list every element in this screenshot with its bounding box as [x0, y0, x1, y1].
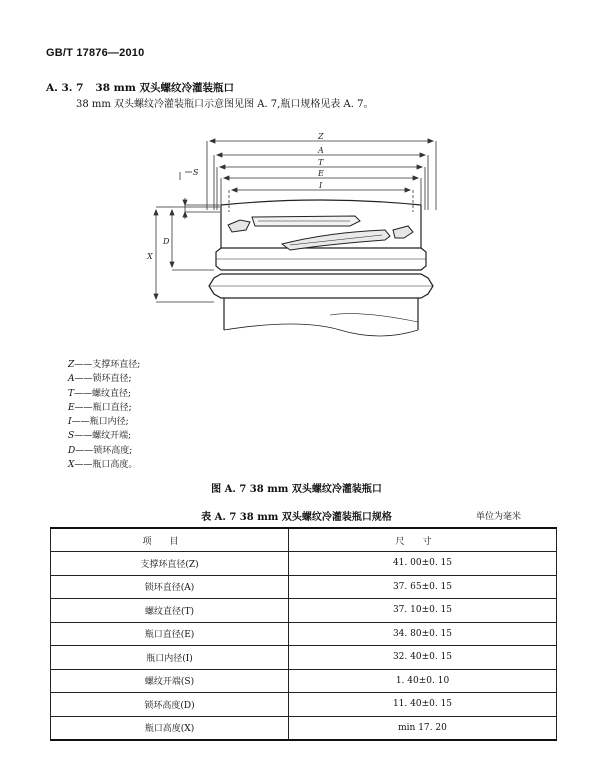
table-row: [51, 646, 557, 670]
label-t: T: [318, 158, 324, 167]
legend-item: S——螺纹开端;: [68, 431, 132, 442]
dimension-d: [170, 207, 220, 270]
header-item: 项目: [51, 528, 289, 552]
table-cell: 1. 40±0. 10: [289, 669, 557, 693]
spec-table: [50, 527, 557, 741]
table-cell: 支撑环直径(Z): [51, 552, 289, 576]
table-caption: 表 A. 7 38 mm 双头螺纹冷灌装瓶口规格: [201, 512, 392, 523]
label-e: E: [318, 169, 324, 178]
table-cell: 37. 10±0. 15: [289, 599, 557, 623]
thread-segments: [228, 216, 413, 250]
table-cell: 螺纹开端(S): [51, 669, 289, 693]
table-cell: 瓶口高度(X): [51, 716, 289, 740]
table-row: [51, 599, 557, 623]
section-heading: [46, 80, 234, 95]
table-row: [51, 669, 557, 693]
legend-item: T——螺纹直径;: [68, 388, 132, 399]
table-cell: 瓶口内径(I): [51, 646, 289, 670]
table-cell: 34. 80±0. 15: [289, 622, 557, 646]
label-a: A: [318, 146, 324, 155]
section-title: 38 mm 双头螺纹冷灌装瓶口: [95, 82, 235, 94]
standard-code: GB/T 17876—2010: [46, 47, 145, 59]
table-row: [51, 693, 557, 717]
section-intro: 38 mm 双头螺纹冷灌装瓶口示意图见图 A. 7,瓶口规格见表 A. 7。: [76, 99, 374, 110]
section-number: A. 3. 7: [46, 82, 84, 94]
label-d: D: [163, 237, 170, 246]
table-cell: 11. 40±0. 15: [289, 693, 557, 717]
dimension-x: [154, 207, 214, 302]
legend-item: A——锁环直径;: [68, 374, 132, 385]
figure-legend: [68, 358, 140, 472]
table-row: [51, 622, 557, 646]
legend-item: D——锁环高度;: [68, 445, 133, 456]
table-cell: 瓶口直径(E): [51, 622, 289, 646]
legend-item: I——瓶口内径;: [68, 417, 129, 428]
figure-caption: 图 A. 7 38 mm 双头螺纹冷灌装瓶口: [211, 484, 382, 495]
table-cell: 螺纹直径(T): [51, 599, 289, 623]
table-cell: 41. 00±0. 15: [289, 552, 557, 576]
table-header-row: [51, 528, 557, 552]
table-cell: 锁环直径(A): [51, 575, 289, 599]
table-row: [51, 575, 557, 599]
table-row: [51, 716, 557, 740]
table-cell: 锁环高度(D): [51, 693, 289, 717]
table-cell: 32. 40±0. 15: [289, 646, 557, 670]
legend-item: Z——支撑环直径;: [68, 360, 141, 370]
header-size: 尺寸: [289, 528, 557, 552]
table-cell: min 17. 20: [289, 716, 557, 740]
label-z: Z: [318, 132, 324, 141]
label-s: S: [193, 168, 199, 177]
bottle-neck-drawing: [0, 125, 593, 345]
table-row: [51, 552, 557, 576]
label-x: X: [147, 252, 153, 261]
unit-note: 单位为毫米: [476, 512, 522, 522]
table-cell: 37. 65±0. 15: [289, 575, 557, 599]
legend-item: X——瓶口高度。: [68, 460, 138, 471]
label-i: I: [319, 181, 323, 190]
legend-item: E——瓶口直径;: [68, 402, 132, 413]
